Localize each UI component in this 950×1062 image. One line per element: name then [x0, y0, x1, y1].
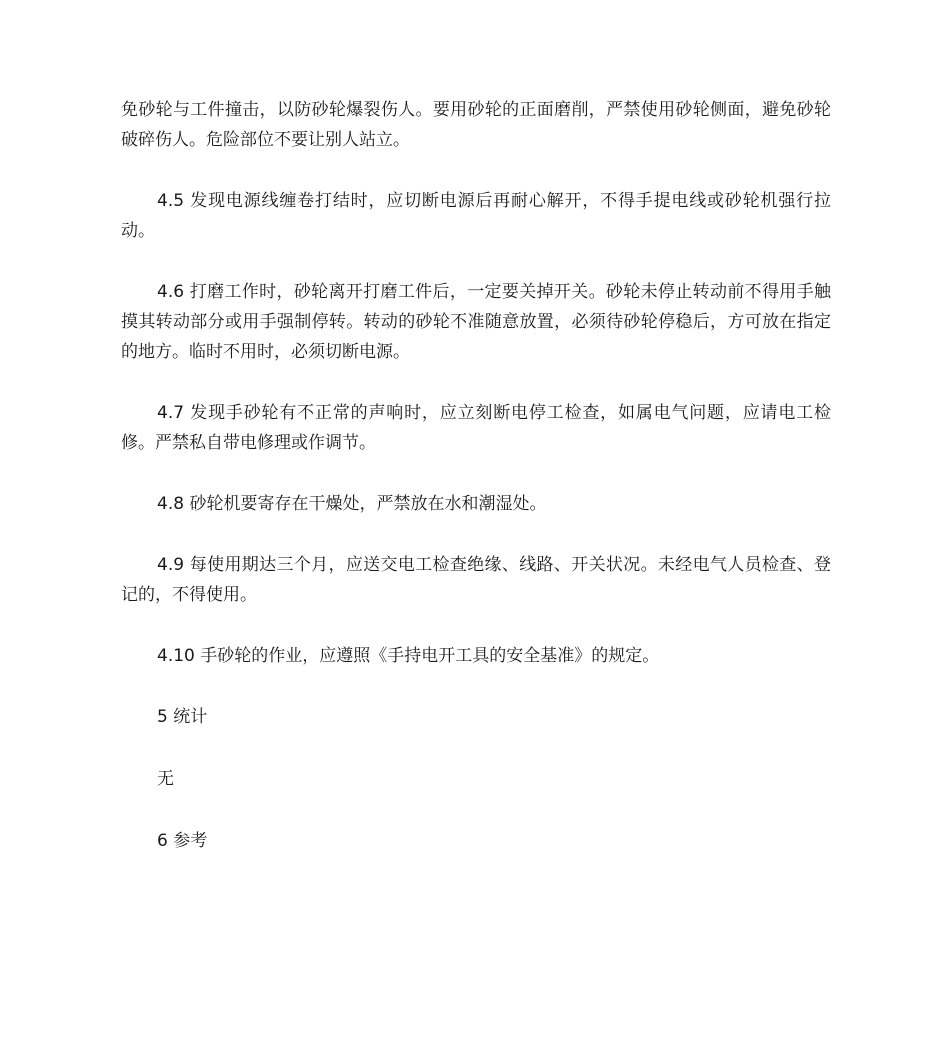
document-body — [121, 95, 831, 888]
paragraph-continued-safety: 免砂轮与工件撞击，以防砂轮爆裂伤人。要用砂轮的正面磨削，严禁使用砂轮侧面，避免砂轮破碎伤人。危险部位不要让别人站立。 — [121, 100, 831, 150]
section-heading-statistics: 5 统计 — [157, 707, 208, 727]
paragraph-4-5: 4.5 发现电源线缠卷打结时，应切断电源后再耐心解开，不得手提电线或砂轮机强行拉动。 — [121, 191, 831, 241]
paragraph-4-9: 4.9 每使用期达三个月，应送交电工检查绝缘、线路、开关状况。未经电气人员检查、登记的，不得使用。 — [121, 555, 831, 605]
paragraph-4-10: 4.10 手砂轮的作业，应遵照《手持电开工具的安全基准》的规定。 — [157, 646, 660, 666]
section-heading-reference: 6 参考 — [157, 831, 208, 851]
section-body-none: 无 — [157, 769, 174, 789]
paragraph-4-8: 4.8 砂轮机要寄存在干燥处，严禁放在水和潮湿处。 — [157, 494, 547, 514]
paragraph-4-7: 4.7 发现手砂轮有不正常的声响时，应立刻断电停工检查，如属电气问题，应请电工检修。严禁私自带电修理或作调节。 — [121, 403, 831, 453]
paragraph-4-6: 4.6 打磨工作时，砂轮离开打磨工件后，一定要关掉开关。砂轮未停止转动前不得用手触摸其转动部分或用手强制停转。转动的砂轮不准随意放置，必须待砂轮停稳后，方可放在指定的地方。临时不用时，必须切断电源。 — [121, 282, 831, 362]
